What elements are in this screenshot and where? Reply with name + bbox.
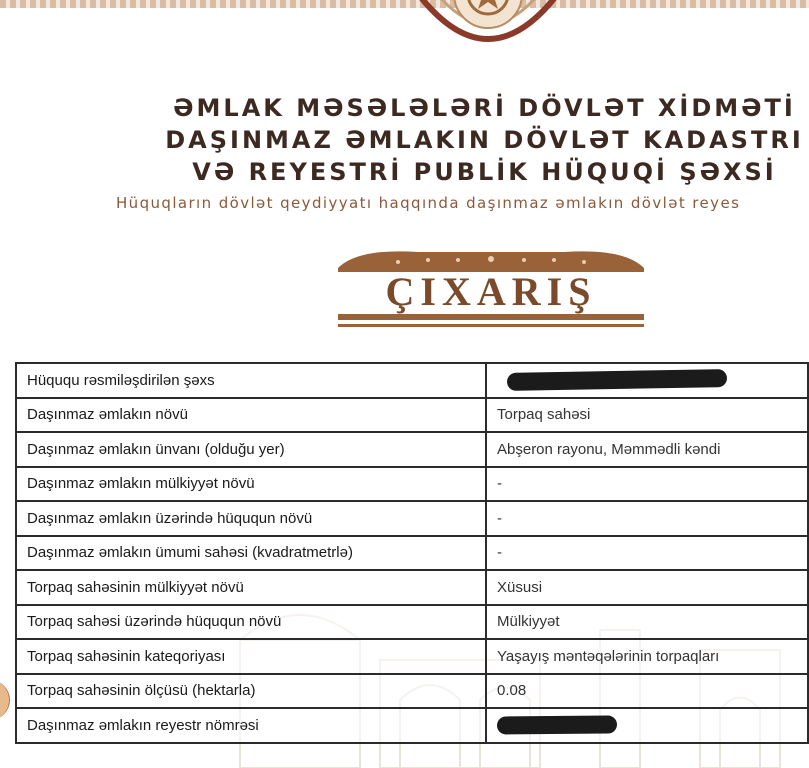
table-row [16,363,808,398]
property-info-table [15,362,809,744]
row-value: - [486,501,808,536]
header-line-3: VƏ REYESTRİ PUBLİK HÜQUQİ ŞƏXSİ [192,158,777,186]
table-row [16,536,808,571]
table-row [16,570,808,605]
table-row [16,467,808,502]
row-label: Hüququ rəsmiləşdirilən şəxs [16,363,486,398]
document-title: ÇIXARIŞ [385,269,597,314]
row-label: Daşınmaz əmlakın reyestr nömrəsi [16,708,486,743]
row-label: Daşınmaz əmlakın mülkiyyət növü [16,467,486,502]
table-row [16,605,808,640]
row-value: Xüsusi [486,570,808,605]
state-emblem-icon [388,0,588,60]
redaction-mark [497,716,617,735]
row-value: Mülkiyyət [486,605,808,640]
row-value: - [486,467,808,502]
table-row [16,639,808,674]
table-row [16,432,808,467]
row-value: - [486,536,808,571]
row-label: Torpaq sahəsinin ölçüsü (hektarla) [16,674,486,709]
row-label: Daşınmaz əmlakın ümumi sahəsi (kvadratmetrlə) [16,536,486,571]
row-label: Daşınmaz əmlakın növü [16,398,486,433]
row-label: Torpaq sahəsinin mülkiyyət növü [16,570,486,605]
row-value [486,708,808,743]
row-value [486,363,808,398]
table-row [16,501,808,536]
header-line-2: DAŞINMAZ ƏMLAKIN DÖVLƏT KADASTRI [165,126,804,154]
row-value: 0.08 [486,674,808,709]
header-line-1: ƏMLAK MƏSƏLƏLƏRİ DÖVLƏT XİDMƏTİ [173,94,796,122]
table-row [16,708,808,743]
header-subtitle: Hüquqların dövlət qeydiyyatı haqqında daşınmaz əmlakın dövlət reyes [116,194,741,212]
row-value: Yaşayış məntəqələrinin torpaqları [486,639,808,674]
row-label: Torpaq sahəsinin kateqoriyası [16,639,486,674]
row-label: Torpaq sahəsi üzərində hüququn növü [16,605,486,640]
row-label: Daşınmaz əmlakın üzərində hüququn növü [16,501,486,536]
row-label: Daşınmaz əmlakın ünvanı (olduğu yer) [16,432,486,467]
row-value: Abşeron rayonu, Məmmədli kəndi [486,432,808,467]
redaction-mark [507,369,727,391]
table-row [16,674,808,709]
table-row [16,398,808,433]
row-value: Torpaq sahəsi [486,398,808,433]
